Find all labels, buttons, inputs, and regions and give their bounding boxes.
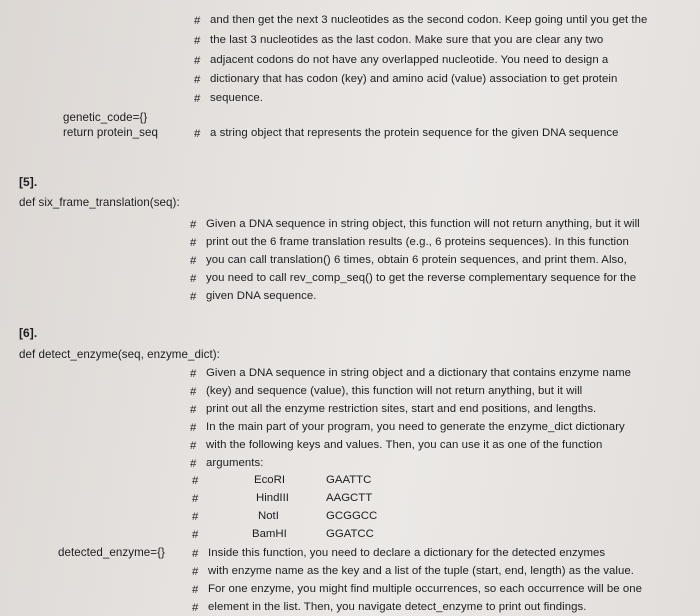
comment-hash: #: [190, 422, 197, 434]
enzyme-sequence: AAGCTT: [326, 492, 373, 504]
comment-hash: #: [194, 93, 201, 105]
comment-line: Given a DNA sequence in string object, this function will not return anything, but it will: [206, 218, 640, 230]
enzyme-name: BamHI: [252, 528, 287, 540]
comment-line: print out all the enzyme restriction sites, start and end positions, and lengths.: [206, 403, 597, 415]
comment-hash: #: [190, 440, 197, 452]
comment-hash: #: [190, 404, 197, 416]
def-six-frame-translation: def six_frame_translation(seq):: [19, 196, 180, 209]
comment-hash: #: [190, 368, 197, 380]
comment-line: you need to call rev_comp_seq() to get the reverse complementary sequence for the: [206, 272, 637, 284]
comment-hash: #: [192, 529, 199, 541]
comment-hash: #: [190, 386, 197, 398]
comment-line: given DNA sequence.: [206, 290, 317, 302]
comment-line: arguments:: [206, 457, 264, 469]
comment-line: Inside this function, you need to declare a dictionary for the detected enzymes: [208, 547, 606, 559]
comment-line: In the main part of your program, you need to generate the enzyme_dict dictionary: [206, 421, 625, 433]
enzyme-name: EcoRI: [254, 474, 286, 486]
comment-line: For one enzyme, you might find multiple occurrences, so each occurrence will be one: [208, 583, 643, 595]
comment-hash: #: [194, 128, 201, 140]
comment-hash: #: [194, 55, 201, 67]
comment-line: with enzyme name as the key and a list of the tuple (start, end, length) as the value.: [208, 565, 634, 577]
comment-line: print out the 6 frame translation results (e.g., 6 proteins sequences). In this function: [206, 236, 629, 248]
comment-hash: #: [190, 219, 197, 231]
enzyme-sequence: GGATCC: [326, 528, 374, 540]
enzyme-sequence: GAATTC: [326, 474, 372, 486]
return-line: return protein_seq: [63, 126, 158, 139]
comment-line: and then get the next 3 nucleotides as the second codon. Keep going until you get the: [210, 14, 648, 26]
comment-hash: #: [190, 291, 197, 303]
return-comment: a string object that represents the protein sequence for the given DNA sequence: [210, 127, 619, 139]
comment-line: you can call translation() 6 times, obtain 6 protein sequences, and print them. Also,: [206, 254, 627, 266]
comment-line: Given a DNA sequence in string object and a dictionary that contains enzyme name: [206, 367, 632, 379]
enzyme-name: HindIII: [256, 492, 289, 504]
comment-hash: #: [192, 511, 199, 523]
comment-hash: #: [192, 493, 199, 505]
comment-line: element in the list. Then, you navigate detect_enzyme to print out findings.: [208, 601, 587, 613]
comment-hash: #: [192, 566, 199, 578]
section-5-label: [5].: [19, 175, 38, 189]
comment-hash: #: [194, 15, 201, 27]
comment-line: dictionary that has codon (key) and amino acid (value) association to get protein: [210, 73, 618, 85]
comment-hash: #: [190, 237, 197, 249]
comment-hash: #: [192, 475, 199, 487]
comment-hash: #: [192, 548, 199, 560]
detected-enzyme-line: detected_enzyme={}: [58, 546, 165, 559]
enzyme-sequence: GCGGCC: [326, 510, 378, 522]
comment-line: (key) and sequence (value), this function will not return anything, but it will: [206, 385, 583, 397]
comment-hash: #: [194, 35, 201, 47]
section-6-label: [6].: [19, 326, 38, 340]
def-detect-enzyme: def detect_enzyme(seq, enzyme_dict):: [19, 348, 220, 361]
comment-hash: #: [192, 584, 199, 596]
comment-line: with the following keys and values. Then, you can use it as one of the function: [206, 439, 603, 451]
comment-hash: #: [190, 255, 197, 267]
comment-hash: #: [194, 74, 201, 86]
genetic-code-line: genetic_code={}: [63, 111, 148, 124]
comment-hash: #: [190, 273, 197, 285]
comment-hash: #: [190, 458, 197, 470]
comment-line: sequence.: [210, 92, 264, 104]
comment-line: the last 3 nucleotides as the last codon. Make sure that you are clear any two: [210, 34, 604, 46]
enzyme-name: NotI: [258, 510, 279, 522]
comment-line: adjacent codons do not have any overlapped nucleotide. You need to design a: [210, 54, 609, 66]
comment-hash: #: [192, 602, 199, 614]
